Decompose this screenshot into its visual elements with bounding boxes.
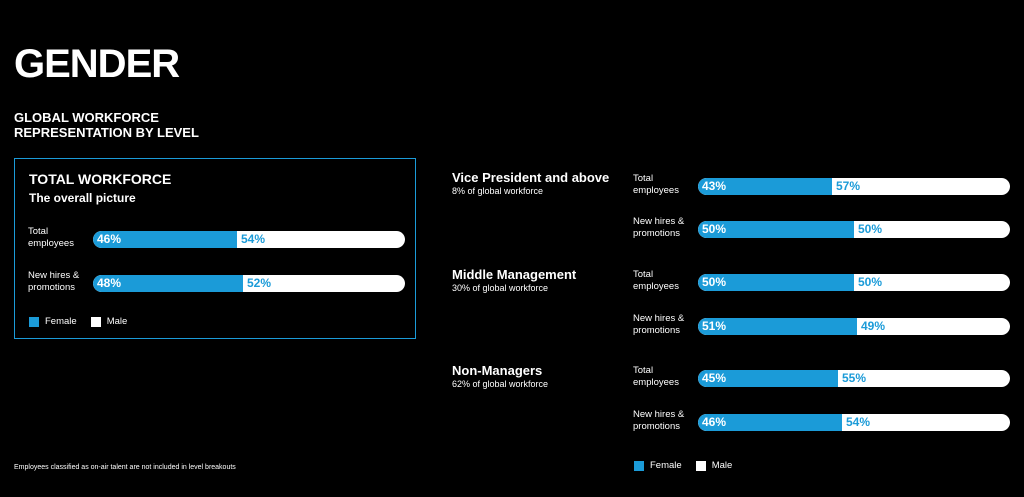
- row-label-line-1: New hires &: [28, 270, 80, 281]
- row-label-line-1: Total: [633, 173, 654, 184]
- row-label-line-1: Total: [28, 226, 49, 237]
- female-percent-label: 48%: [97, 276, 122, 290]
- level-title: Middle Management: [452, 267, 577, 282]
- page-subtitle: [14, 110, 199, 140]
- row-label-line-1: New hires &: [633, 313, 685, 324]
- row-label: [633, 313, 684, 337]
- row-label-line-1: Total: [633, 269, 654, 280]
- row-label-line-1: New hires &: [633, 409, 685, 420]
- male-percent-label: 49%: [861, 319, 886, 333]
- legend-female-label: Female: [650, 460, 682, 471]
- row-label-line-2: promotions: [633, 325, 680, 336]
- row-label-line-2: employees: [633, 185, 679, 196]
- level-legend: [634, 460, 732, 471]
- male-percent-label: 52%: [247, 276, 272, 290]
- female-percent-label: 45%: [702, 371, 727, 385]
- row-label: [633, 216, 684, 240]
- row-label: [633, 173, 679, 197]
- level-workforce-share: 62% of global workforce: [452, 379, 549, 389]
- subtitle-line-1: GLOBAL WORKFORCE: [14, 110, 159, 125]
- footnote: Employees classified as on-air talent are not included in level breakouts: [14, 464, 236, 471]
- stacked-bar: [698, 178, 1010, 195]
- male-percent-label: 54%: [846, 415, 871, 429]
- stacked-bar: [93, 275, 405, 292]
- row-label-line-2: employees: [28, 238, 74, 249]
- legend-female-swatch: [634, 461, 644, 471]
- stacked-bar: [698, 370, 1010, 387]
- total-workforce-title: TOTAL WORKFORCE: [29, 171, 172, 187]
- female-percent-label: 43%: [702, 179, 727, 193]
- legend-female-swatch: [29, 317, 39, 327]
- stacked-bar: [698, 414, 1010, 431]
- male-percent-label: 50%: [858, 222, 883, 236]
- legend-male-label: Male: [711, 460, 733, 471]
- row-label-line-1: Total: [633, 365, 654, 376]
- level-workforce-share: 30% of global workforce: [452, 283, 549, 293]
- female-percent-label: 50%: [702, 275, 727, 289]
- row-label: [633, 409, 684, 433]
- level-title: Non-Managers: [452, 363, 543, 378]
- male-percent-label: 57%: [836, 179, 861, 193]
- subtitle-line-2: REPRESENTATION BY LEVEL: [14, 125, 199, 140]
- row-label: [28, 270, 79, 294]
- level-workforce-share: 8% of global workforce: [452, 186, 544, 196]
- row-label-line-2: promotions: [28, 282, 75, 293]
- female-percent-label: 50%: [702, 222, 727, 236]
- row-label-line-2: employees: [633, 281, 679, 292]
- row-label-line-2: employees: [633, 377, 679, 388]
- stacked-bar: [698, 221, 1010, 238]
- total-workforce-panel: [14, 158, 416, 339]
- total-workforce-subtitle: The overall picture: [29, 191, 136, 205]
- stacked-bar: [93, 231, 405, 248]
- stacked-bar: [698, 318, 1010, 335]
- legend-male-label: Male: [106, 316, 128, 327]
- row-label-line-2: promotions: [633, 228, 680, 239]
- row-label-line-2: promotions: [633, 421, 680, 432]
- male-percent-label: 55%: [842, 371, 867, 385]
- female-percent-label: 46%: [702, 415, 727, 429]
- female-percent-label: 51%: [702, 319, 727, 333]
- stacked-bar: [698, 274, 1010, 291]
- row-label: [28, 226, 74, 250]
- page-title: GENDER: [14, 42, 180, 86]
- legend-male-swatch: [696, 461, 706, 471]
- female-percent-label: 46%: [97, 232, 122, 246]
- row-label: [633, 269, 679, 293]
- legend-female-label: Female: [45, 316, 77, 327]
- row-label: [633, 365, 679, 389]
- legend-male-swatch: [91, 317, 101, 327]
- male-percent-label: 54%: [241, 232, 266, 246]
- total-legend: [29, 316, 127, 327]
- row-label-line-1: New hires &: [633, 216, 685, 227]
- male-percent-label: 50%: [858, 275, 883, 289]
- level-title: Vice President and above: [452, 170, 610, 185]
